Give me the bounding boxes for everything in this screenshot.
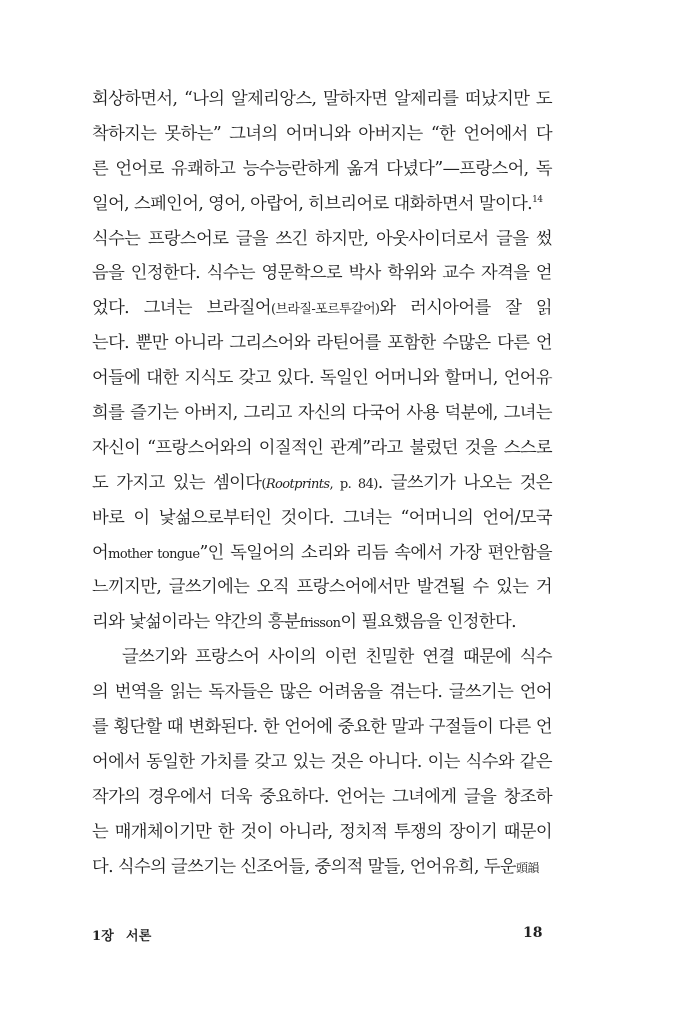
page-number: 18 bbox=[523, 925, 543, 941]
chapter-title: 서론 bbox=[126, 929, 152, 944]
body-text bbox=[92, 82, 552, 884]
french-term: frisson bbox=[299, 616, 341, 632]
text-line: 는다. 뿐만 아니라 그리스어와 라틴어를 포함한 수많은 다른 언 bbox=[92, 333, 552, 354]
text-line: 회상하면서, “나의 알제리앙스, 말하자면 알제리를 떠났지만 도 bbox=[92, 89, 552, 109]
text-line: 음을 인정한다. 식수는 영문학으로 박사 학위와 교수 자격을 얻 bbox=[92, 263, 552, 284]
text-line: 일어, 스페인어, 영어, 아랍어, 히브리어로 대화하면서 말이다.$^{14}$ bbox=[92, 193, 543, 214]
citation-title: Rootprints bbox=[265, 476, 330, 492]
text-line: 도 가지고 있는 셈이다(Rootprints, p. 84). 글쓰기가 나오는 것은 bbox=[92, 472, 552, 493]
text-line: 느끼지만, 글쓰기에는 오직 프랑스어에서만 발견될 수 있는 거 bbox=[92, 577, 552, 598]
text-line: 작가의 경우에서 더욱 중요하다. 언어는 그녀에게 글을 창조하 bbox=[92, 786, 552, 807]
text-line: 바로 이 낯섦으로부터인 것이다. 그녀는 “어머니의 언어/모국 bbox=[92, 507, 552, 528]
text-line: 식수는 프랑스어로 글을 쓰긴 하지만, 아웃사이더로서 글을 썼 bbox=[92, 228, 552, 249]
text-line: 는 매개체이기만 한 것이 아니라, 정치적 투쟁의 장이기 때문이 bbox=[92, 821, 552, 842]
footnote-reference: 14 bbox=[532, 194, 543, 205]
running-footer bbox=[92, 925, 152, 944]
text-line: 른 언어로 유쾌하고 능수능란하게 옮겨 다녔다”—프랑스어, 독 bbox=[92, 158, 552, 179]
hanja-term: 頭韻 bbox=[515, 860, 539, 875]
text-line: 어들에 대한 지식도 갖고 있다. 독일인 어머니와 할머니, 언어유 bbox=[92, 368, 552, 389]
text-line: 다. 식수의 글쓰기는 신조어들, 중의적 말들, 언어유희, 두운頭韻 bbox=[92, 856, 539, 877]
parenthetical: (브라질-포르투갈어) bbox=[270, 302, 380, 318]
text-line: 희를 즐기는 아버지, 그리고 자신의 다국어 사용 덕분에, 그녀는 bbox=[92, 403, 552, 424]
text-line: 착하지는 못하는” 그녀의 어머니와 아버지는 “한 언어에서 다 bbox=[92, 123, 552, 144]
text-line: 글쓰기와 프랑스어 사이의 이런 친밀한 연결 때문에 식수 bbox=[122, 647, 552, 668]
text-line: 의 번역을 읽는 독자들은 많은 어려움을 겪는다. 글쓰기는 언어 bbox=[92, 682, 552, 703]
citation-page: , p. 84) bbox=[329, 476, 378, 492]
chapter-number: 1장 bbox=[92, 929, 115, 944]
text-line: 어에서 동일한 가치를 갖고 있는 것은 아니다. 이는 식수와 같은 bbox=[92, 751, 552, 772]
text-line: 자신이 “프랑스어와의 이질적인 관계”라고 불렀던 것을 스스로 bbox=[92, 437, 552, 458]
text-line: 를 횡단할 때 변화된다. 한 언어에 중요한 말과 구절들이 다른 언 bbox=[92, 717, 552, 738]
text-line: 리와 낯섦이라는 약간의 흥분frisson이 필요했음을 인정한다. bbox=[92, 612, 516, 633]
text-line: 어mother tongue”인 독일어의 소리와 리듬 속에서 가장 편안함을 bbox=[92, 542, 552, 563]
english-term: mother tongue bbox=[108, 546, 200, 562]
text-line: 었다. 그녀는 브라질어(브라질-포르투갈어)와 러시아어를 잘 읽 bbox=[92, 298, 552, 319]
